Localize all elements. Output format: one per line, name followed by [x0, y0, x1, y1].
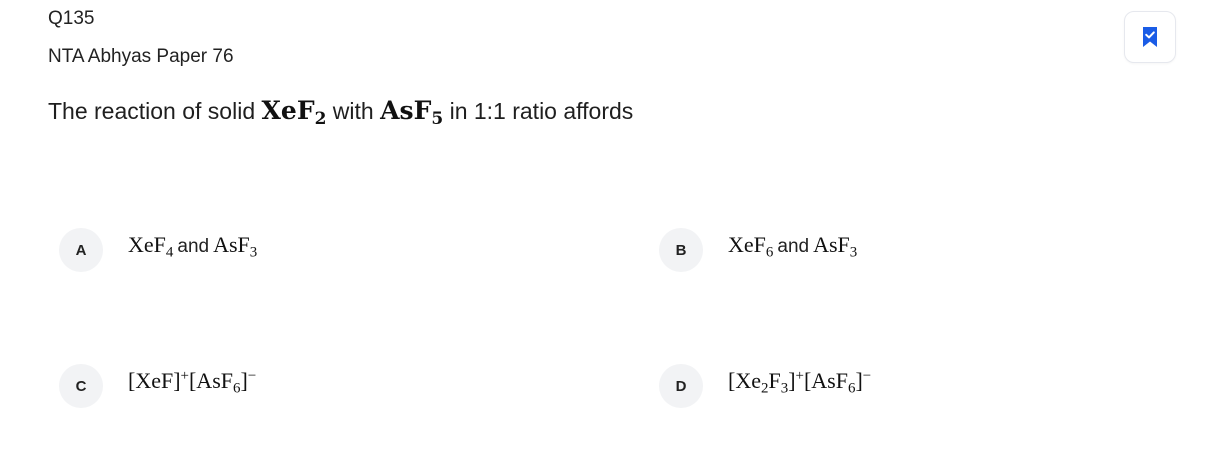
option-b-text[interactable] [728, 232, 858, 261]
formula-xef2 [261, 96, 327, 130]
formula-xef4 [128, 232, 174, 261]
bookmark-button[interactable] [1124, 11, 1176, 63]
formula-charge: − [247, 367, 257, 384]
option-d-text[interactable] [728, 367, 872, 397]
formula-asf6-anion [803, 367, 872, 397]
option-d-badge[interactable]: D [659, 364, 703, 408]
formula-xef6 [728, 232, 774, 261]
formula-subscript: 6 [765, 244, 774, 261]
formula-charge: + [795, 367, 804, 384]
formula-asf5 [380, 96, 444, 130]
formula-bracket: ] [855, 368, 863, 393]
option-a-text[interactable] [128, 232, 258, 261]
formula-asf3 [213, 232, 258, 261]
formula-xef-cation [128, 368, 189, 393]
formula-base: XeF [128, 232, 166, 257]
option-conjunction: and [777, 236, 810, 257]
formula-xe2f3-cation [728, 367, 804, 397]
option-a[interactable] [59, 228, 257, 272]
question-text-part: The reaction of solid [48, 98, 262, 124]
option-c[interactable] [59, 364, 256, 408]
formula-bracket: ] [788, 368, 796, 393]
option-c-badge[interactable]: C [59, 364, 103, 408]
formula-asf6-anion [188, 367, 257, 397]
option-c-text[interactable] [128, 367, 257, 397]
question-text [48, 96, 634, 130]
formula-charge: − [862, 367, 872, 384]
formula-subscript: 2 [314, 109, 327, 130]
formula-base: AsF [380, 96, 432, 125]
formula-subscript: 5 [431, 109, 444, 130]
formula-subscript: 3 [849, 244, 858, 261]
formula-base: F [768, 368, 781, 393]
formula-asf3 [813, 232, 858, 261]
formula-base: [Xe [728, 368, 761, 393]
formula-subscript: 4 [165, 244, 174, 261]
option-b[interactable] [659, 228, 857, 272]
formula-base: [XeF] [128, 368, 181, 393]
option-d[interactable] [659, 364, 871, 408]
formula-subscript: 6 [847, 380, 856, 397]
formula-subscript: 6 [233, 380, 241, 397]
formula-base: XeF [261, 96, 315, 125]
formula-base: AsF [213, 232, 250, 257]
formula-base: AsF [813, 232, 850, 257]
option-a-badge[interactable]: A [59, 228, 103, 272]
formula-base: [AsF [803, 368, 848, 393]
bookmark-check-icon [1142, 26, 1158, 48]
formula-bracket: ] [240, 368, 248, 393]
question-text-part: in 1:1 ratio affords [443, 98, 634, 124]
question-text-part: with [326, 98, 381, 124]
formula-subscript: 3 [249, 244, 258, 261]
paper-name: NTA Abhyas Paper 76 [48, 46, 234, 67]
option-conjunction: and [177, 236, 210, 257]
option-b-badge[interactable]: B [659, 228, 703, 272]
formula-base: XeF [728, 232, 766, 257]
formula-charge: + [180, 367, 189, 384]
question-number: Q135 [48, 8, 95, 29]
formula-subscript: 2 [760, 380, 769, 397]
formula-subscript: 3 [780, 380, 789, 397]
formula-base: [AsF [188, 368, 233, 393]
